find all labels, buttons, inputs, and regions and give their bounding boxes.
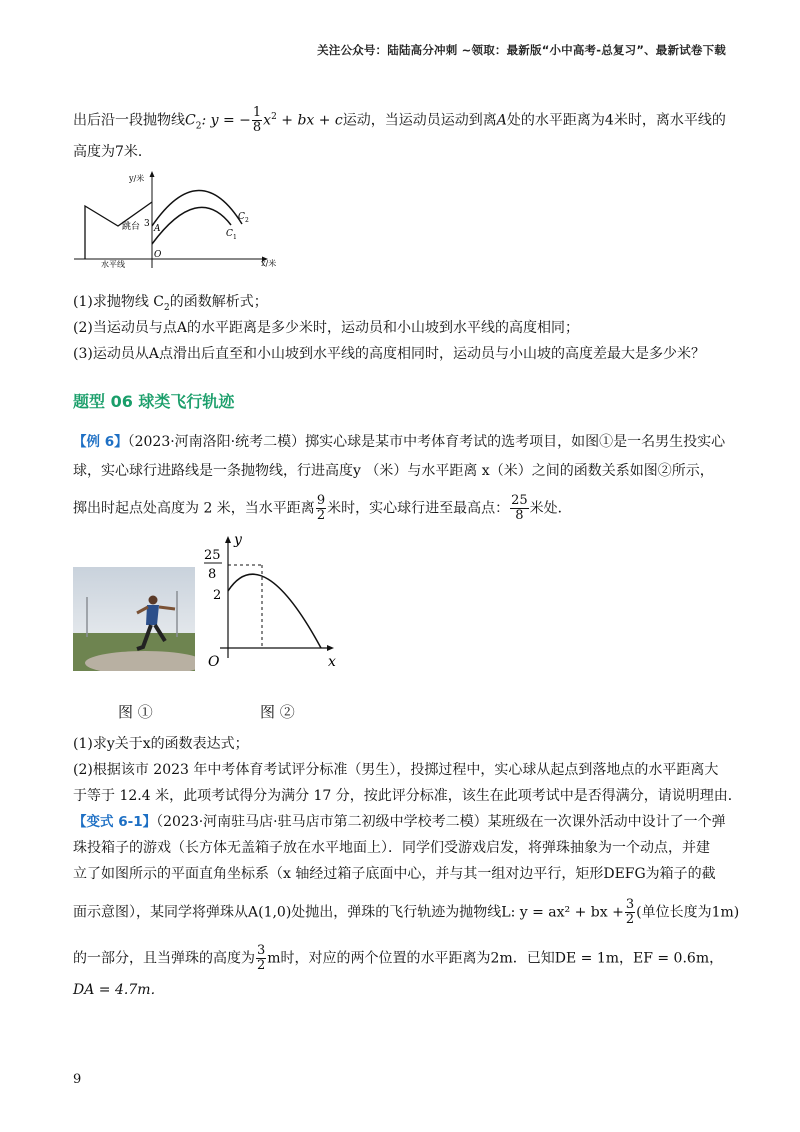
caption-fig1: 图 ① bbox=[118, 703, 153, 721]
q1-3: (3)运动员从A点滑出后直至和小山坡到水平线的高度相同时，运动员与小山坡的高度差最大是多少米？ bbox=[73, 346, 705, 362]
fraction-3-2-b: $\frac{3}{2}$ bbox=[257, 943, 266, 973]
var61-line-5: 的一部分，且当弹珠的高度为 $\frac{3}{2}$ m时，对应的两个位置的水平距离为2m．已知DE = 1m，EF = 0.6m， bbox=[73, 943, 724, 973]
equation-x: x bbox=[263, 112, 272, 129]
ex6-line-3: 掷出时起点处高度为 2 米，当水平距离 $\frac{9}{2}$ 米时，实心球行进至最高点： $\frac{25}{8}$ 米处． bbox=[73, 493, 572, 523]
fig1-y-arrow bbox=[150, 171, 155, 177]
ex6-line-1: 【例 6】（2023·河南洛阳·统考二模）掷实心球是某市中考体育考试的选考项目，如图①是一名男生投实心 bbox=[73, 434, 726, 450]
label-c1: C bbox=[226, 229, 233, 239]
label-c2: C bbox=[238, 212, 245, 222]
equation-exponent: 2 bbox=[271, 111, 277, 122]
ex6-q1: (1)求y关于x的函数表达式； bbox=[73, 736, 249, 752]
intro-line-2: 高度为7米． bbox=[73, 144, 152, 160]
fig2-origin: O bbox=[208, 654, 220, 670]
page-number: 9 bbox=[73, 1072, 82, 1087]
curve-c1 bbox=[152, 207, 231, 244]
equation-end: + bx + c bbox=[276, 112, 343, 129]
intro-text-c: 处的水平距离为4米时，离水平线的 bbox=[506, 112, 726, 129]
ground-label: 水平线 bbox=[101, 260, 125, 269]
label-c2-sub: 2 bbox=[245, 217, 249, 224]
fig2-y-label: y bbox=[234, 532, 242, 548]
platform-outline bbox=[85, 202, 152, 259]
fig1-x-label: x/米 bbox=[261, 259, 277, 268]
intro-text-a: 出后沿一段抛物线 bbox=[73, 112, 185, 129]
intro-line-1 bbox=[73, 106, 726, 136]
equation-start: : y = − bbox=[201, 112, 251, 129]
var61-line-4: 面示意图），某同学将弹珠从A(1,0)处抛出，弹珠的飞行轨迹为抛物线L: y = ax² + bx + $\frac{3}{2}$ (单位长度为1m) bbox=[73, 897, 740, 927]
caption-fig2: 图 ② bbox=[260, 703, 295, 721]
var61-line-6: DA = 4.7m． bbox=[73, 982, 165, 998]
ex6-q2-line-2: 于等于 12.4 米，此项考试得分为满分 17 分，按此评分标准，该生在此项考试中是否得满分，请说明理由． bbox=[73, 788, 742, 804]
fig1-origin: O bbox=[154, 250, 162, 260]
fraction-1-8: $\frac{1}{8}$ bbox=[252, 105, 262, 135]
fig2-top-num: 25 bbox=[204, 548, 221, 563]
fig2-x-arrow bbox=[327, 645, 334, 651]
ex6-line-2: 球，实心球行进路线是一条抛物线，行进高度y （米）与水平距离 x（米）之间的函数关系如图②所示， bbox=[73, 463, 714, 479]
var61-line-1: 【变式 6-1】（2023·河南驻马店·驻马店市第二初级中学校考二模）某班级在一次课外活动中设计了一个弹 bbox=[73, 814, 726, 830]
label-c1-sub: 1 bbox=[233, 234, 237, 241]
section-title: 题型 06 球类飞行轨迹 bbox=[73, 392, 235, 411]
intro-text-b: 运动，当运动员运动到离 bbox=[342, 112, 497, 129]
shot-put-photo bbox=[73, 567, 195, 671]
ski-jump-figure bbox=[72, 168, 288, 274]
fig1-three: 3 bbox=[144, 219, 150, 229]
fig2-x-label: x bbox=[328, 654, 336, 670]
ex6-tag: 【例 6】 bbox=[73, 434, 128, 450]
curve-subscript: 2 bbox=[195, 121, 202, 132]
fig2-y-arrow bbox=[225, 536, 231, 543]
trajectory-graph bbox=[198, 530, 344, 672]
q1-2: (2)当运动员与点A的水平距离是多少米时，运动员和小山坡到水平线的高度相同； bbox=[73, 320, 579, 336]
fig1-point-a: A bbox=[154, 224, 161, 234]
fig1-y-label: y/米 bbox=[129, 174, 145, 183]
trajectory-curve bbox=[228, 574, 321, 648]
fraction-9-2: $\frac{9}{2}$ bbox=[316, 493, 326, 523]
var61-tag: 【变式 6-1】 bbox=[73, 814, 157, 830]
var61-line-2: 珠投箱子的游戏（长方体无盖箱子放在水平地面上）．同学们受游戏启发，将弹珠抽象为一个动点，并建 bbox=[73, 840, 710, 856]
var61-line-3: 立了如图所示的平面直角坐标系（x 轴经过箱子底面中心，并与其一组对边平行，矩形DEFG为箱子的截 bbox=[73, 866, 716, 882]
fraction-25-8: $\frac{25}{8}$ bbox=[511, 493, 528, 523]
platform-label: 跳台 bbox=[122, 222, 141, 232]
fig2-top-den: 8 bbox=[208, 567, 217, 582]
q1-1: (1)求抛物线 $C_2$的函数解析式； bbox=[73, 294, 268, 313]
point-a: A bbox=[496, 112, 507, 129]
fraction-3-2-a: $\frac{3}{2}$ bbox=[625, 897, 635, 927]
page-header: 关注公众号：陆陆高分冲刺 ~领取：最新版“小中高考-总复习”、最新试卷下载 bbox=[317, 43, 726, 57]
curve-name: C bbox=[185, 112, 196, 129]
fig2-two: 2 bbox=[213, 588, 222, 603]
ex6-q2-line-1: (2)根据该市 2023 年中考体育考试评分标准（男生），投掷过程中，实心球从起点到落地点的水平距离大 bbox=[73, 762, 719, 778]
